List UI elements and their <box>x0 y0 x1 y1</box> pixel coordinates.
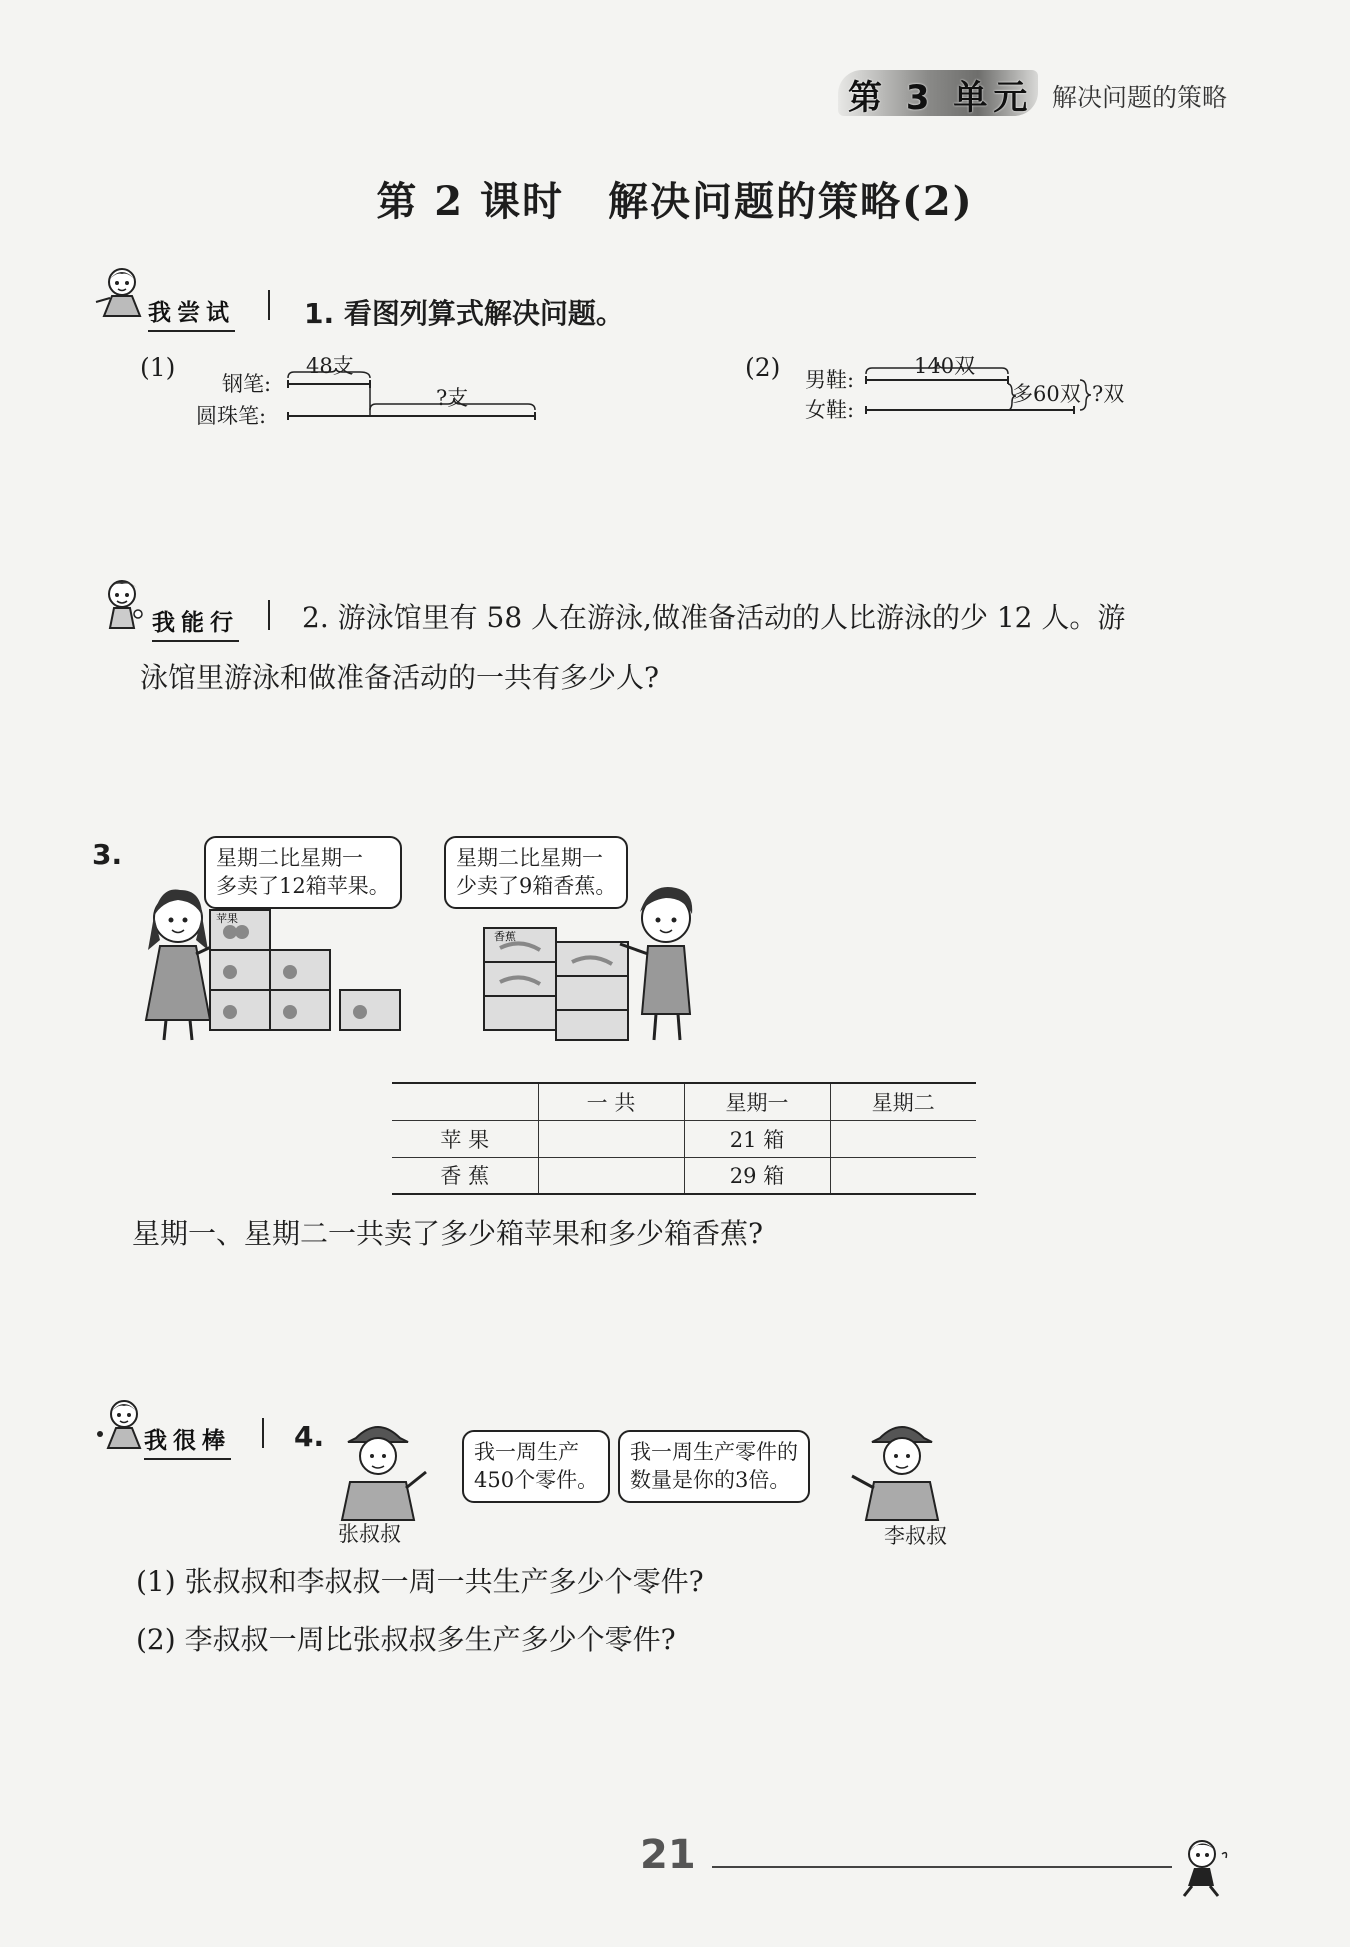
table-header-total: 一 共 <box>538 1083 684 1120</box>
q1-sub1-top-label: 48支 <box>306 354 354 378</box>
table-cell: 香 蕉 <box>392 1157 538 1194</box>
q4-number: 4. <box>294 1420 325 1453</box>
table-cell: 苹 果 <box>392 1120 538 1157</box>
table-row <box>392 1120 976 1157</box>
section-tag-can: 我能行 <box>152 604 239 642</box>
section-tag-try: 我尝试 <box>148 294 235 332</box>
q1-sub1-line-diagram <box>280 368 540 428</box>
table-cell: 21 箱 <box>684 1120 830 1157</box>
banana-box-label: 香蕉 <box>494 930 516 943</box>
tag-divider <box>268 600 270 630</box>
unit-title: 第 3 单元 <box>848 78 1034 118</box>
table-cell[interactable] <box>538 1120 684 1157</box>
q2-line2: 泳馆里游泳和做准备活动的一共有多少人? <box>140 661 660 694</box>
q4-bubble-right-line2: 数量是你的3倍。 <box>630 1468 791 1493</box>
section-tag-great: 我很棒 <box>144 1422 231 1460</box>
q1-sub1-bottom-label: ?支 <box>436 386 469 410</box>
q1-sub2-number: (2) <box>745 353 781 382</box>
unit-subtitle: 解决问题的策略 <box>1052 83 1228 112</box>
uncle-zhang-illustration <box>328 1412 428 1522</box>
q1-sub2-line-diagram <box>862 360 1092 416</box>
footer-line <box>712 1866 1172 1868</box>
table-cell: 29 箱 <box>684 1157 830 1194</box>
tag-divider <box>268 290 270 320</box>
table-header-tuesday: 星期二 <box>830 1083 976 1120</box>
q1-sub2-top-label: 140双 <box>914 354 976 378</box>
q1-prompt: 1. 看图列算式解决问题。 <box>304 297 624 330</box>
table-header-row <box>392 1083 976 1120</box>
q4-sub2: (2) 李叔叔一周比张叔叔多生产多少个零件? <box>136 1623 676 1656</box>
table-cell[interactable] <box>830 1120 976 1157</box>
table-cell <box>392 1083 538 1120</box>
q4-bubble-left-line1: 我一周生产 <box>474 1440 579 1464</box>
running-mascot-icon <box>1174 1836 1234 1898</box>
uncle-zhang-name: 张叔叔 <box>338 1522 401 1546</box>
q2-line1: 2. 游泳馆里有 58 人在游泳,做准备活动的人比游泳的少 12 人。游 <box>302 601 1126 634</box>
table-row <box>392 1157 976 1194</box>
q4-sub1: (1) 张叔叔和李叔叔一周一共生产多少个零件? <box>136 1565 704 1598</box>
girl-with-apple-boxes-illustration <box>140 880 410 1050</box>
q1-sub1-number: (1) <box>140 353 176 382</box>
tag-divider <box>262 1418 264 1448</box>
table-cell[interactable] <box>830 1157 976 1194</box>
girl-mascot-icon <box>92 262 154 324</box>
q1-sub2-row1-label: 男鞋: <box>805 368 855 392</box>
q3-bubble-right-line1: 星期二比星期一 <box>456 846 603 870</box>
q3-number: 3. <box>92 838 123 871</box>
q4-bubble-left-line2: 450个零件。 <box>474 1468 599 1493</box>
table-header-monday: 星期一 <box>684 1083 830 1120</box>
q4-bubble-right <box>618 1430 810 1503</box>
q1-sub2-total-label: ?双 <box>1092 382 1125 406</box>
q3-bubble-left-line2: 多卖了12箱苹果。 <box>216 874 390 899</box>
uncle-li-illustration <box>846 1412 956 1522</box>
q4-bubble-right-line1: 我一周生产零件的 <box>630 1440 798 1464</box>
q3-question: 星期一、星期二一共卖了多少箱苹果和多少箱香蕉? <box>132 1217 764 1250</box>
q4-bubble-left <box>462 1430 610 1503</box>
q1-sub1-row1-label: 钢笔: <box>222 372 272 396</box>
lesson-number: 第 2 课时 <box>376 178 564 225</box>
uncle-li-name: 李叔叔 <box>884 1524 947 1548</box>
page-number: 21 <box>640 1832 696 1878</box>
lesson-name: 解决问题的策略(2) <box>608 178 974 225</box>
q1-sub2-row2-label: 女鞋: <box>805 398 855 422</box>
q3-sales-table <box>392 1082 976 1195</box>
q1-sub2-diff-label: 多60双 <box>1012 382 1081 406</box>
apple-box-label: 苹果 <box>216 912 238 925</box>
q3-bubble-left-line1: 星期二比星期一 <box>216 846 363 870</box>
q3-bubble-right-line2: 少卖了9箱香蕉。 <box>456 874 617 899</box>
boy-with-banana-boxes-illustration <box>480 868 710 1048</box>
q1-sub1-row2-label: 圆珠笔: <box>196 404 267 428</box>
boy-mascot-icon <box>92 574 154 636</box>
lesson-title <box>0 170 1350 227</box>
table-cell[interactable] <box>538 1157 684 1194</box>
